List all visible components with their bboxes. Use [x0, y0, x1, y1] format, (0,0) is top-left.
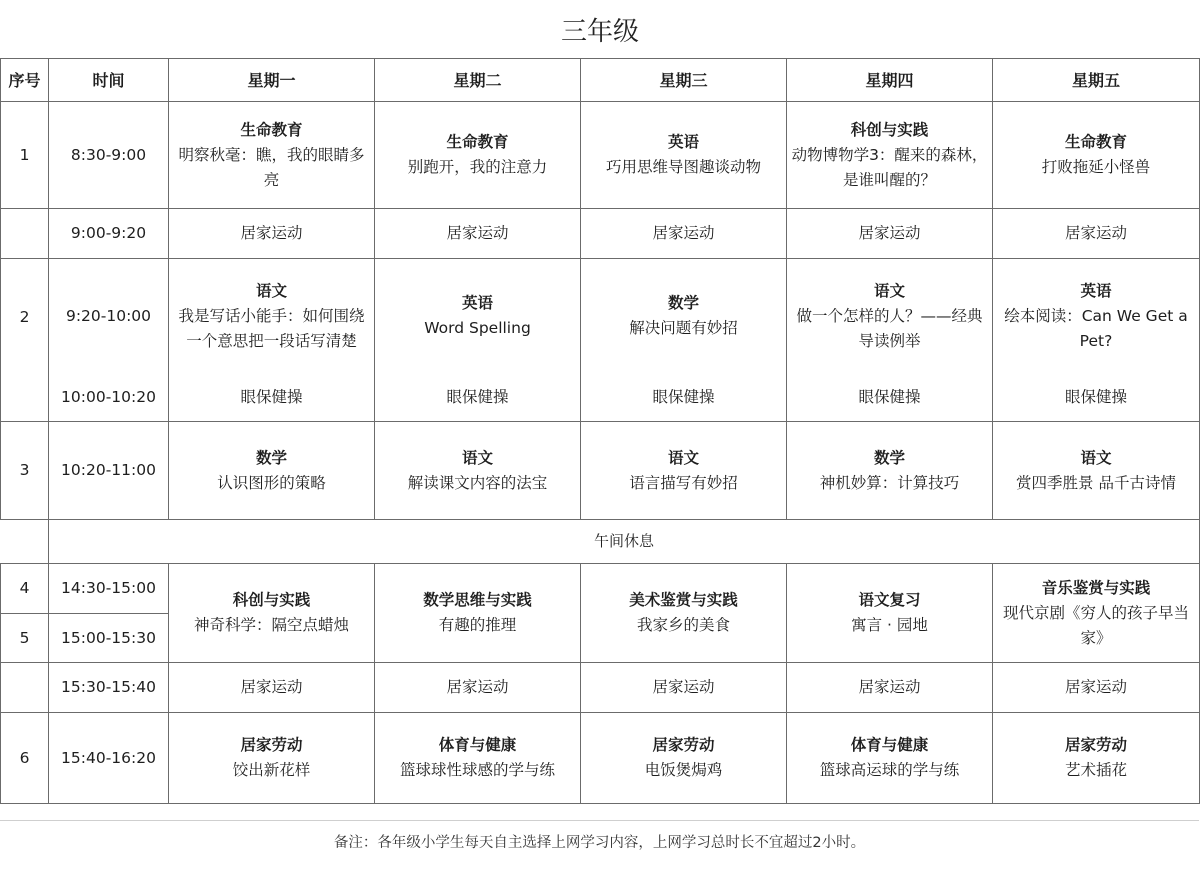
period-index [1, 663, 49, 713]
lesson-cell [169, 713, 375, 804]
lesson-topic: 有趣的推理 [438, 616, 517, 634]
lesson-cell [169, 259, 375, 374]
header-monday: 星期一 [169, 59, 375, 102]
header-time: 时间 [49, 59, 169, 102]
lesson-topic: 巧用思维导图趣谈动物 [605, 158, 761, 176]
lesson-subject: 语文复习 [858, 591, 921, 609]
lesson-subject: 体育与健康 [850, 736, 929, 754]
header-row [1, 59, 1200, 102]
lesson-cell [375, 102, 581, 209]
period-time: 15:40-16:20 [49, 713, 169, 804]
period-index: 2 [1, 259, 49, 422]
lesson-topic: 篮球球性球感的学与练 [399, 761, 555, 779]
lesson-subject: 语文 [1080, 448, 1112, 467]
period-time: 15:00-15:30 [49, 614, 169, 663]
lesson-cell [169, 564, 375, 663]
lesson-topic: 寓言 · 园地 [851, 616, 928, 634]
table-row [1, 102, 1200, 209]
lesson-cell [375, 564, 581, 663]
lesson-cell [993, 102, 1200, 209]
divider [0, 803, 1199, 821]
lesson-cell [581, 564, 787, 663]
lesson-cell [169, 102, 375, 209]
lesson-subject: 科创与实践 [850, 120, 929, 139]
activity-cell: 居家运动 [787, 663, 993, 713]
header-thursday: 星期四 [787, 59, 993, 102]
lesson-subject: 数学 [873, 448, 905, 467]
lesson-topic: 解决问题有妙招 [629, 319, 738, 338]
lesson-topic: 语言描写有妙招 [629, 473, 738, 492]
lesson-topic: 别跑开，我的注意力 [407, 158, 548, 176]
lesson-cell [993, 422, 1200, 520]
lesson-subject: 数学 [255, 448, 287, 467]
period-time: 14:30-15:00 [49, 564, 169, 614]
lesson-topic: 做一个怎样的人？——经典导读例举 [796, 306, 983, 350]
lesson-subject: 音乐鉴赏与实践 [1041, 578, 1151, 597]
lesson-topic: 现代京剧《穷人的孩子早当家》 [1002, 603, 1189, 647]
table-row [1, 564, 1200, 614]
lesson-topic: 明察秋毫：瞧，我的眼睛多亮 [178, 145, 365, 189]
lesson-topic: Word Spelling [424, 319, 531, 338]
lesson-subject: 英语 [1080, 281, 1112, 300]
period-index: 5 [1, 614, 49, 663]
lesson-topic: 认识图形的策略 [217, 473, 326, 492]
period-index: 1 [1, 102, 49, 209]
lesson-cell [581, 259, 787, 374]
lesson-topic: 我是写话小能手：如何围绕一个意思把一段话写清楚 [178, 306, 365, 350]
period-index: 4 [1, 564, 49, 614]
lesson-topic: 解读课文内容的法宝 [407, 473, 548, 492]
lesson-cell [787, 422, 993, 520]
period-index: 3 [1, 422, 49, 520]
table-row [1, 663, 1200, 713]
header-tuesday: 星期二 [375, 59, 581, 102]
lesson-topic: 我家乡的美食 [636, 616, 730, 634]
noon-break: 午间休息 [49, 520, 1200, 564]
lesson-subject: 语文 [873, 281, 905, 300]
lesson-subject: 生命教育 [446, 133, 509, 151]
lesson-subject: 居家劳动 [240, 736, 303, 754]
lesson-cell [787, 564, 993, 663]
activity-cell: 眼保健操 [787, 374, 993, 422]
lesson-cell [993, 564, 1200, 663]
header-wednesday: 星期三 [581, 59, 787, 102]
lesson-subject: 生命教育 [240, 120, 303, 139]
lesson-subject: 数学思维与实践 [423, 591, 532, 609]
header-friday: 星期五 [993, 59, 1200, 102]
lesson-cell [581, 713, 787, 804]
period-time: 10:00-10:20 [49, 374, 169, 422]
period-time: 9:20-10:00 [49, 259, 169, 374]
lesson-cell [787, 713, 993, 804]
lesson-subject: 语文 [667, 448, 699, 467]
table-row [1, 209, 1200, 259]
lesson-cell [375, 259, 581, 374]
activity-cell: 眼保健操 [169, 374, 375, 422]
lesson-topic: 动物博物学3：醒来的森林，是谁叫醒的？ [791, 145, 988, 189]
activity-cell: 居家运动 [169, 209, 375, 259]
activity-cell: 居家运动 [581, 663, 787, 713]
table-row [1, 422, 1200, 520]
lesson-cell [993, 259, 1200, 374]
lesson-cell [375, 422, 581, 520]
table-row [1, 520, 1200, 564]
lesson-subject: 语文 [255, 281, 287, 300]
lesson-cell [993, 713, 1200, 804]
lesson-subject: 居家劳动 [652, 736, 715, 754]
lesson-topic: 神机妙算：计算技巧 [819, 473, 960, 492]
lesson-subject: 生命教育 [1064, 133, 1127, 151]
lesson-cell [169, 422, 375, 520]
lesson-subject: 体育与健康 [438, 736, 517, 754]
lesson-topic: 神奇科学：隔空点蜡烛 [193, 616, 349, 634]
activity-cell: 居家运动 [375, 663, 581, 713]
lesson-subject: 英语 [461, 294, 493, 313]
lesson-topic: 打败拖延小怪兽 [1041, 158, 1151, 176]
period-index [1, 209, 49, 259]
period-index [1, 520, 49, 564]
lesson-cell [787, 259, 993, 374]
activity-cell: 眼保健操 [375, 374, 581, 422]
lesson-subject: 语文 [461, 448, 493, 467]
lesson-subject: 美术鉴赏与实践 [629, 591, 738, 609]
activity-cell: 居家运动 [993, 209, 1200, 259]
period-time: 15:30-15:40 [49, 663, 169, 713]
activity-cell: 居家运动 [375, 209, 581, 259]
activity-cell: 眼保健操 [581, 374, 787, 422]
table-row [1, 374, 1200, 422]
schedule-table [0, 58, 1200, 804]
activity-cell: 眼保健操 [993, 374, 1200, 422]
period-index: 6 [1, 713, 49, 804]
lesson-topic: 艺术插花 [1064, 761, 1127, 779]
lesson-topic: 赏四季胜景 品千古诗情 [1016, 473, 1176, 492]
lesson-topic: 绘本阅读：Can We Get a Pet? [1004, 306, 1188, 350]
table-row [1, 259, 1200, 374]
period-time: 10:20-11:00 [49, 422, 169, 520]
lesson-subject: 居家劳动 [1064, 736, 1127, 754]
lesson-topic: 电饭煲焗鸡 [644, 761, 723, 779]
footnote: 备注：各年级小学生每天自主选择上网学习内容，上网学习总时长不宜超过2小时。 [0, 820, 1199, 861]
lesson-topic: 饺出新花样 [232, 761, 311, 779]
activity-cell: 居家运动 [993, 663, 1200, 713]
lesson-topic: 篮球高运球的学与练 [819, 761, 960, 779]
activity-cell: 居家运动 [169, 663, 375, 713]
activity-cell: 居家运动 [581, 209, 787, 259]
table-row [1, 713, 1200, 804]
lesson-cell [375, 713, 581, 804]
lesson-subject: 数学 [667, 294, 699, 313]
lesson-cell [581, 102, 787, 209]
activity-cell: 居家运动 [787, 209, 993, 259]
period-time: 8:30-9:00 [49, 102, 169, 209]
lesson-cell [581, 422, 787, 520]
lesson-subject: 科创与实践 [232, 591, 311, 609]
period-time: 9:00-9:20 [49, 209, 169, 259]
lesson-cell [787, 102, 993, 209]
header-index: 序号 [1, 59, 49, 102]
lesson-subject: 英语 [667, 133, 699, 151]
page-title: 三年级 [560, 16, 639, 47]
